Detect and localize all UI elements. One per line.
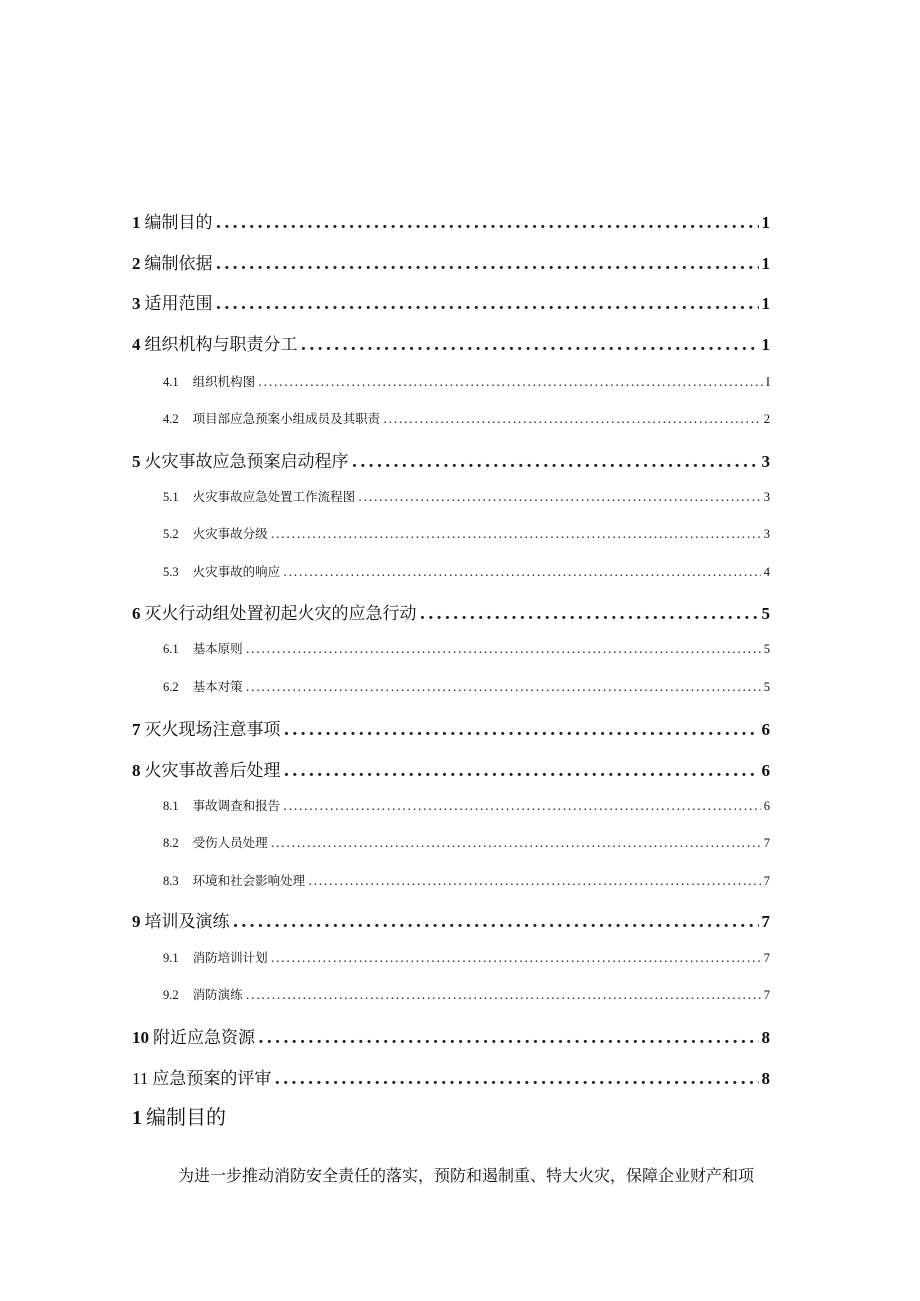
toc-leader-dots	[358, 489, 761, 504]
toc-subentry[interactable]	[132, 524, 770, 548]
toc-entry-title: 附近应急资源	[153, 1028, 255, 1048]
toc-entry-page: 1	[761, 335, 770, 354]
toc-entry[interactable]	[132, 1023, 770, 1047]
toc-entry-title: 项目部应急预案小组成员及其职责	[192, 411, 381, 426]
toc-subentry[interactable]	[132, 985, 770, 1009]
toc-leader-dots	[258, 1028, 759, 1048]
toc-entry-page: 5	[763, 642, 770, 656]
toc-entry-number: 8.1	[163, 799, 179, 813]
toc-entry-number: 6.1	[163, 642, 179, 656]
toc-entry-number: 8	[132, 761, 141, 780]
toc-entry-title: 事故调查和报告	[192, 798, 281, 813]
toc-leader-dots	[274, 1069, 758, 1089]
toc-entry-title: 消防演练	[192, 987, 243, 1002]
toc-entry-title: 基本原则	[192, 641, 243, 656]
toc-entry-page: 6	[761, 761, 770, 780]
toc-leader-dots	[308, 873, 761, 888]
toc-entry-page: 7	[763, 951, 770, 965]
toc-entry-page: 4	[763, 565, 770, 579]
toc-entry-number: 8.3	[163, 874, 179, 888]
toc-leader-dots	[301, 335, 759, 355]
toc-entry-number: 4.1	[163, 375, 179, 389]
toc-entry-title: 消防培训计划	[192, 950, 268, 965]
toc-entry-number: 5.3	[163, 565, 179, 579]
toc-entry-title: 基本对策	[192, 679, 243, 694]
toc-entry-number: 2	[132, 254, 141, 273]
toc-subentry[interactable]	[132, 796, 770, 820]
toc-leader-dots	[246, 641, 761, 656]
toc-entry[interactable]	[132, 208, 770, 232]
toc-entry-number: 5	[132, 452, 141, 471]
toc-entry-title: 组织机构图	[192, 374, 256, 389]
toc-leader-dots	[233, 912, 759, 932]
toc-entry[interactable]	[132, 756, 770, 780]
toc-entry-number: 1	[132, 213, 141, 232]
toc-subentry[interactable]	[132, 833, 770, 857]
toc-subentry[interactable]	[132, 871, 770, 895]
toc-entry-page: 5	[763, 680, 770, 694]
body-paragraph: 为进一步推动消防安全责任的落实，预防和遏制重、特大火灾，保障企业财产和项	[178, 1166, 755, 1185]
toc-entry-page: 7	[763, 874, 770, 888]
toc-entry[interactable]	[132, 330, 770, 354]
toc-entry-page: 1	[761, 294, 770, 313]
toc-leader-dots	[284, 720, 759, 740]
toc-entry-title: 适用范围	[144, 294, 213, 314]
toc-leader-dots	[283, 564, 761, 579]
toc-entry-page: 3	[761, 452, 770, 471]
toc-entry-title: 编制目的	[144, 213, 213, 233]
toc-leader-dots	[246, 679, 761, 694]
toc-entry-page: I	[765, 375, 770, 389]
toc-entry-number: 9.1	[163, 951, 179, 965]
toc-entry-title: 培训及演练	[144, 912, 230, 932]
toc-subentry[interactable]	[132, 372, 770, 396]
toc-leader-dots	[271, 950, 761, 965]
toc-subentry[interactable]	[132, 409, 770, 433]
toc-entry-number: 11	[132, 1069, 149, 1088]
toc-entry-number: 5.1	[163, 490, 179, 504]
toc-entry-title: 火灾事故应急预案启动程序	[144, 452, 349, 472]
toc-entry[interactable]	[132, 715, 770, 739]
toc-entry[interactable]	[132, 249, 770, 273]
toc-entry-page: 8	[761, 1069, 770, 1088]
toc-entry[interactable]	[132, 447, 770, 471]
toc-entry-page: 1	[761, 213, 770, 232]
toc-entry-number: 10	[132, 1028, 149, 1047]
toc-entry-page: 1	[761, 254, 770, 273]
toc-entry-page: 3	[763, 527, 770, 541]
toc-entry[interactable]	[132, 1064, 770, 1088]
toc-leader-dots	[258, 374, 763, 389]
toc-leader-dots	[420, 604, 759, 624]
toc-entry-number: 4.2	[163, 412, 179, 426]
toc-entry-number: 8.2	[163, 836, 179, 850]
toc-entry-page: 6	[763, 799, 770, 813]
toc-leader-dots	[271, 835, 761, 850]
toc-leader-dots	[271, 526, 761, 541]
toc-entry-page: 8	[761, 1028, 770, 1047]
toc-leader-dots	[216, 294, 759, 314]
toc-entry-number: 7	[132, 720, 141, 739]
toc-subentry[interactable]	[132, 562, 770, 586]
toc-entry-title: 火灾事故的响应	[192, 564, 281, 579]
toc-entry-page: 3	[763, 490, 770, 504]
toc-entry[interactable]	[132, 289, 770, 313]
toc-entry-title: 环境和社会影响处理	[192, 873, 306, 888]
toc-entry-title: 应急预案的评审	[152, 1069, 272, 1089]
toc-entry[interactable]	[132, 907, 770, 931]
toc-leader-dots	[383, 411, 761, 426]
toc-entry-title: 编制依据	[144, 254, 213, 274]
toc-entry-number: 4	[132, 335, 141, 354]
section-heading	[132, 1101, 226, 1130]
toc-entry-page: 5	[761, 604, 770, 623]
toc-entry-page: 7	[763, 836, 770, 850]
toc-entry-page: 6	[761, 720, 770, 739]
toc-entry-title: 火灾事故分级	[192, 526, 268, 541]
toc-entry-number: 9.2	[163, 988, 179, 1002]
toc-entry-title: 火灾事故善后处理	[144, 761, 281, 781]
toc-entry-number: 6	[132, 604, 141, 623]
toc-entry-number: 6.2	[163, 680, 179, 694]
toc-subentry[interactable]	[132, 487, 770, 511]
toc-leader-dots	[246, 987, 761, 1002]
toc-leader-dots	[284, 761, 759, 781]
toc-leader-dots	[352, 452, 759, 472]
toc-entry-title: 灭火行动组处置初起火灾的应急行动	[144, 604, 417, 624]
toc-leader-dots	[216, 254, 759, 274]
toc-entry-page: 7	[761, 912, 770, 931]
toc-subentry[interactable]	[132, 677, 770, 701]
section-title: 编制目的	[146, 1105, 226, 1129]
toc-entry-page: 2	[763, 412, 770, 426]
toc-entry-title: 灭火现场注意事项	[144, 720, 281, 740]
toc-subentry[interactable]	[132, 639, 770, 663]
toc-entry-number: 5.2	[163, 527, 179, 541]
toc-leader-dots	[216, 213, 759, 233]
toc-entry-title: 受伤人员处理	[192, 835, 268, 850]
toc-subentry[interactable]	[132, 948, 770, 972]
section-number: 1	[132, 1107, 142, 1129]
toc-entry[interactable]	[132, 599, 770, 623]
toc-entry-number: 9	[132, 912, 141, 931]
toc-leader-dots	[283, 798, 761, 813]
toc-entry-title: 火灾事故应急处置工作流程图	[192, 489, 356, 504]
toc-entry-number: 3	[132, 294, 141, 313]
toc-entry-page: 7	[763, 988, 770, 1002]
toc-entry-title: 组织机构与职责分工	[144, 335, 298, 355]
